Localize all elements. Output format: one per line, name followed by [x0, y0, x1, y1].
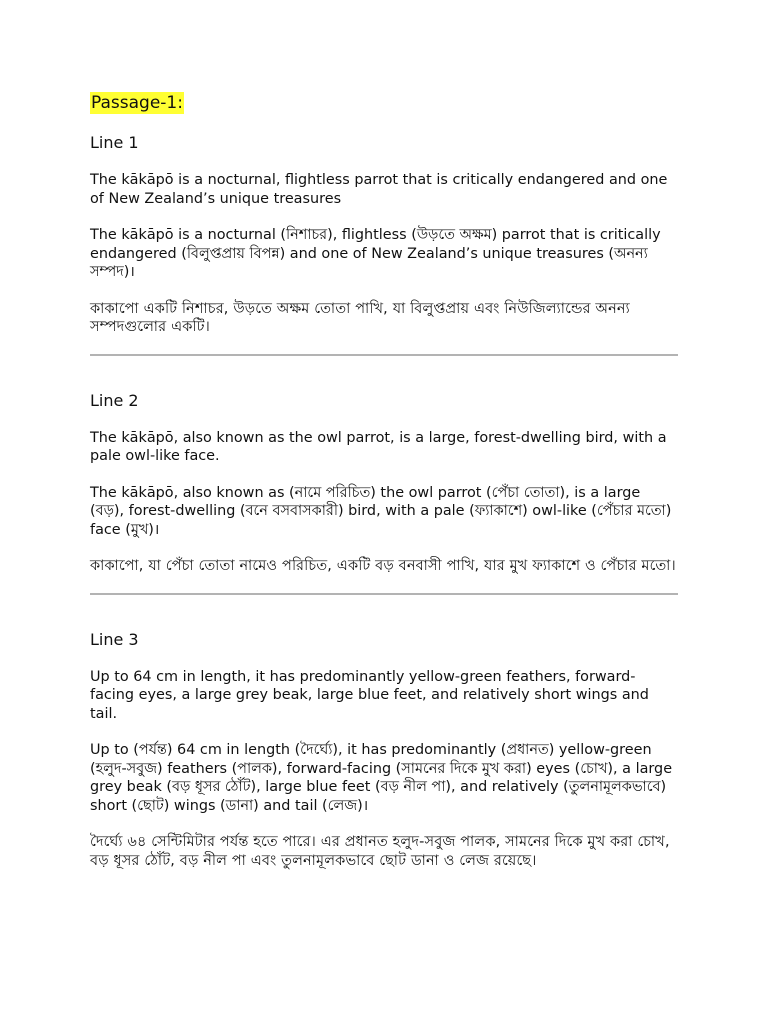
glossed-sentence: Up to (পর্যন্ত) 64 cm in length (দৈর্ঘ্যে), it has predominantly (প্রধানত) yellow-green (হলুদ-সবুজ) feathers (পালক), forward-facing (সামনের দিকে মুখ করা) eyes (চোখ), a large grey beak (বড় ধূসর ঠোঁট), large blue feet (বড় নীল পা), and relatively (তুলনামূলকভাবে) short (ছোট) wings (ডানা) and tail (লেজ)। [90, 742, 673, 814]
document-content [90, 92, 678, 888]
glossed-sentence: The kākāpō is a nocturnal (নিশাচর), flightless (উড়তে অক্ষম) parrot that is critically endangered (বিলুপ্তপ্রায় বিপন্ন) and one of New Zealand’s unique treasures (অনন্য সম্পদ)। [90, 227, 661, 280]
english-sentence: Up to 64 cm in length, it has predominantly yellow-green feathers, forward-facing eyes, a large grey beak, large blue feet, and relatively short wings and tail. [90, 668, 649, 722]
passage-title: Passage-1: [91, 93, 183, 113]
line-heading: Line 3 [90, 629, 139, 649]
line-section-3 [90, 630, 678, 871]
section-divider [90, 593, 678, 595]
section-divider [90, 354, 678, 356]
bengali-translation: কাকাপো একটি নিশাচর, উড়তে অক্ষম তোতা পাখি, যা বিলুপ্তপ্রায় এবং নিউজিল্যান্ডের অনন্য সম্পদগুলোর একটি। [90, 300, 630, 335]
bengali-translation: কাকাপো, যা পেঁচা তোতা নামেও পরিচিত, একটি বড় বনবাসী পাখি, যার মুখ ফ্যাকাশে ও পেঁচার মতো। [90, 558, 676, 574]
line-section-1 [90, 133, 678, 337]
bengali-translation: দৈর্ঘ্যে ৬৪ সেন্টিমিটার পর্যন্ত হতে পারে। এর প্রধানত হলুদ-সবুজ পালক, সামনের দিকে মুখ করা চোখ, বড় ধূসর ঠোঁট, বড় নীল পা এবং তুলনামূলকভাবে ছোট ডানা ও লেজ রয়েছে। [90, 834, 670, 869]
line-heading: Line 2 [90, 390, 139, 410]
english-sentence: The kākāpō is a nocturnal, flightless parrot that is critically endangered and one of New Zealand’s unique treasures [90, 172, 668, 207]
glossed-sentence: The kākāpō, also known as (নামে পরিচিত) the owl parrot (পেঁচা তোতা), is a large (বড়), forest-dwelling (বনে বসবাসকারী) bird, with a pale (ফ্যাকাশে) owl-like (পেঁচার মতো) face (মুখ)। [90, 484, 672, 538]
english-sentence: The kākāpō, also known as the owl parrot, is a large, forest-dwelling bird, with a pale owl-like face. [90, 429, 667, 464]
line-heading: Line 1 [90, 133, 139, 152]
line-section-2 [90, 391, 678, 576]
